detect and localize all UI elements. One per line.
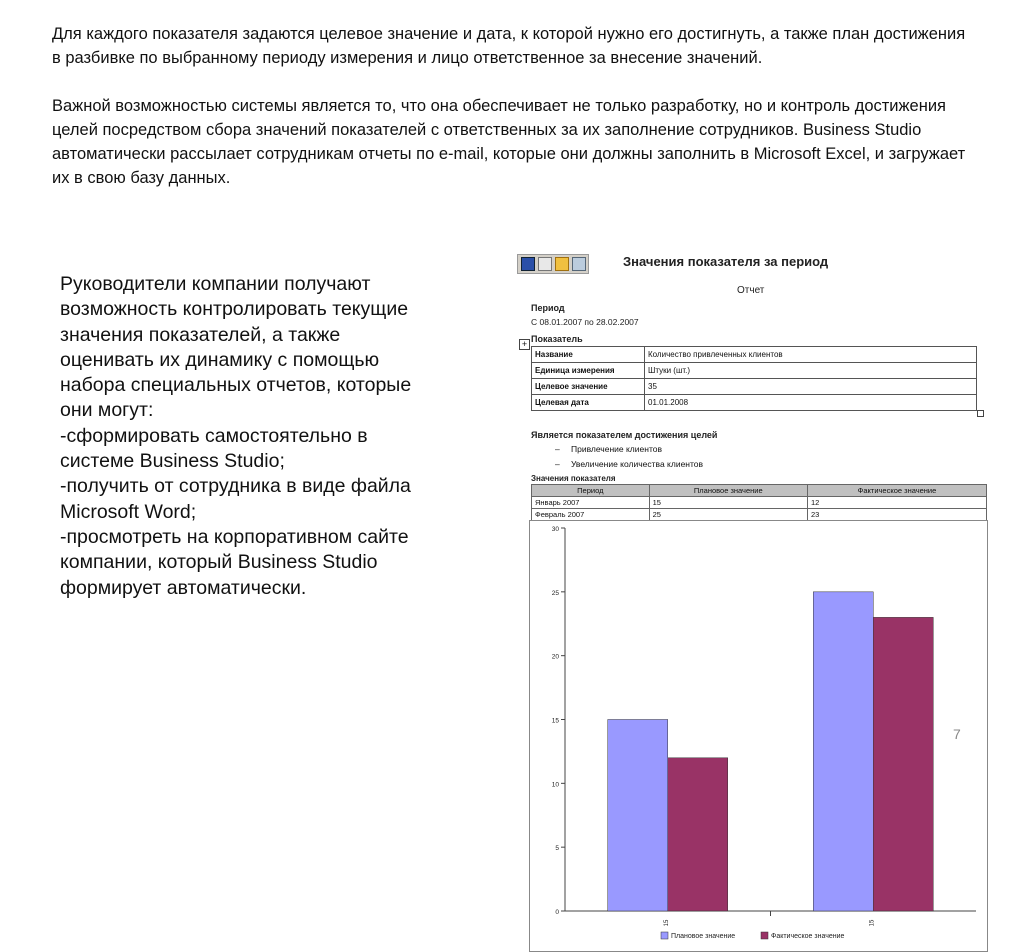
left-line: значения показателей, а также	[60, 323, 341, 346]
left-line: компании, который Business Studio	[60, 551, 378, 574]
indicator-label: Показатель	[531, 334, 583, 344]
bar	[608, 720, 668, 912]
mail-icon[interactable]	[572, 257, 586, 271]
resize-handle-icon[interactable]	[977, 410, 984, 417]
table-cell-key: Целевое значение	[532, 379, 645, 395]
table-cell-key: Название	[532, 347, 645, 363]
table-row	[532, 347, 977, 363]
paragraph-control: Важной возможностью системы является то, что она обеспечивает не только разработку, но и контроль достижения целей посредством сбора значений показателей с ответственных за их заполнение сотрудников. Business Studio автоматически рассылает сотрудникам отчеты по e-mail, которые они должны заполнить в Microsoft Excel, и загружает их в свою базу данных.	[52, 97, 966, 187]
expand-icon[interactable]: +	[519, 339, 530, 350]
table-cell: Февраль 2007	[532, 509, 650, 521]
legend-label: Плановое значение	[671, 933, 736, 940]
table-row	[532, 395, 977, 411]
table-header-row	[532, 485, 987, 497]
x-tick-label: 15	[663, 919, 670, 927]
period-label: Период	[531, 303, 565, 313]
bar	[813, 592, 873, 911]
save-icon[interactable]	[521, 257, 535, 271]
table-row	[532, 379, 977, 395]
y-tick-label: 15	[551, 717, 559, 725]
table-cell: 15	[649, 497, 807, 509]
y-tick-label: 10	[551, 781, 559, 789]
left-line: Руководители компании получают	[60, 273, 371, 295]
report-title: Значения показателя за период	[623, 254, 829, 269]
y-tick-label: 25	[551, 589, 559, 597]
table-header: Период	[532, 485, 650, 497]
list-item: – Увеличение количества клиентов	[555, 457, 703, 472]
table-cell-value: 35	[645, 379, 977, 395]
period-value: С 08.01.2007 по 28.02.2007	[531, 317, 639, 327]
print-icon[interactable]	[538, 257, 552, 271]
indicator-table	[531, 346, 977, 411]
left-line: они могут:	[60, 399, 154, 422]
report-screenshot	[515, 248, 995, 940]
left-line: системе Business Studio;	[60, 450, 285, 473]
goals-list	[555, 442, 703, 472]
table-cell-key: Целевая дата	[532, 395, 645, 411]
table-cell: 25	[649, 509, 807, 521]
list-item: – Привлечение клиентов	[555, 442, 703, 457]
table-cell: 23	[807, 509, 986, 521]
left-line: возможность контролировать текущие	[60, 298, 409, 321]
bar-chart	[529, 520, 988, 952]
table-cell-key: Единица измерения	[532, 363, 645, 379]
table-row	[532, 363, 977, 379]
export-icon[interactable]	[555, 257, 569, 271]
y-tick-label: 5	[555, 845, 559, 853]
bar	[873, 617, 933, 911]
left-text	[60, 272, 480, 601]
table-cell-value: Количество привлеченных клиентов	[645, 347, 977, 363]
left-line: -просмотреть на корпоративном сайте	[60, 525, 409, 548]
report-subtitle: Отчет	[737, 285, 765, 296]
left-line: формирует автоматически.	[60, 576, 307, 599]
legend-swatch	[761, 932, 768, 939]
report-toolbar	[517, 254, 589, 274]
values-table	[531, 484, 987, 521]
page-number: 7	[953, 726, 961, 742]
left-line: -получить от сотрудника в виде файла	[60, 475, 411, 498]
left-line: Microsoft Word;	[60, 500, 197, 523]
table-header: Фактическое значение	[807, 485, 986, 497]
table-cell-value: 01.01.2008	[645, 395, 977, 411]
table-cell: 12	[807, 497, 986, 509]
y-tick-label: 30	[551, 526, 559, 533]
y-tick-label: 20	[551, 653, 559, 661]
bar	[668, 758, 728, 911]
paragraph-targets: Для каждого показателя задаются целевое значение и дата, к которой нужно его достигнуть, а также план достижения в разбивке по выбранному периоду измерения и лицо ответственное за внесение значений.	[52, 25, 966, 67]
table-cell-value: Штуки (шт.)	[645, 363, 977, 379]
left-line: набора специальных отчетов, которые	[60, 374, 412, 397]
legend-swatch	[661, 932, 668, 939]
chart-svg	[529, 520, 988, 952]
goals-label: Является показателем достижения целей	[531, 430, 718, 440]
top-text	[52, 22, 972, 214]
table-cell: Январь 2007	[532, 497, 650, 509]
left-line: -сформировать самостоятельно в	[60, 424, 368, 447]
x-tick-label: 15	[869, 919, 876, 927]
table-row	[532, 509, 987, 521]
left-line: оценивать их динамику с помощью	[60, 348, 380, 371]
y-tick-label: 0	[555, 909, 559, 916]
table-row	[532, 497, 987, 509]
table-header: Плановое значение	[649, 485, 807, 497]
values-label: Значения показателя	[531, 474, 616, 483]
legend-label: Фактическое значение	[771, 933, 845, 940]
